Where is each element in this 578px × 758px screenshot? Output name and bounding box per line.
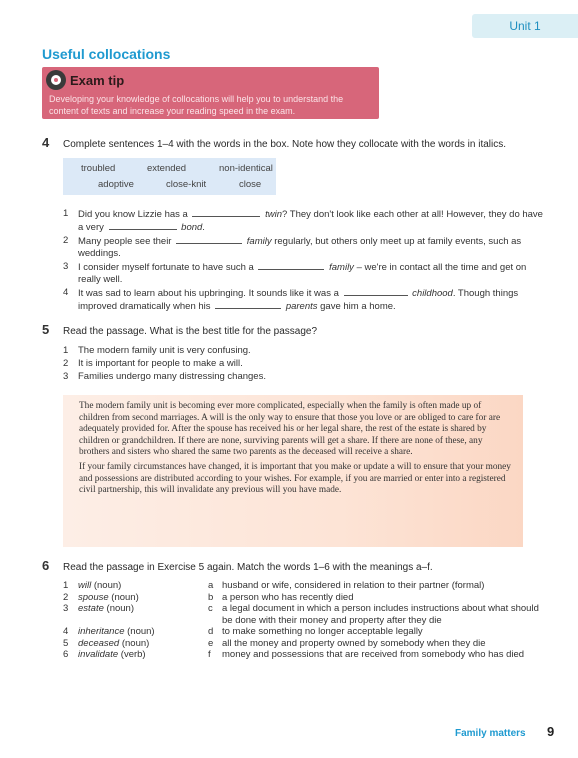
word-box-item: non-identical xyxy=(219,163,273,174)
word-number: 1 xyxy=(63,580,69,591)
word-box-item: extended xyxy=(147,163,187,174)
sentence-text: ? They don't look like each other at all! However, they do have a very xyxy=(78,209,543,233)
word-box-item: troubled xyxy=(81,163,116,174)
option-number: 2 xyxy=(63,358,69,369)
answer-blank[interactable] xyxy=(344,287,408,296)
exercise-5-options xyxy=(63,345,543,384)
sentence-number: 1 xyxy=(63,208,69,219)
answer-blank[interactable] xyxy=(109,221,177,230)
word-number: 6 xyxy=(63,649,69,660)
sentence-number: 2 xyxy=(63,235,69,246)
sentence-text: . xyxy=(202,222,205,233)
meaning-text: money and possessions that are received from somebody who has died xyxy=(222,649,525,660)
word-box xyxy=(63,158,276,195)
sentence-item xyxy=(63,261,543,286)
exercise-5-instruction: Read the passage. What is the best title for the passage? xyxy=(63,326,318,337)
meaning-text: husband or wife, considered in relation to their partner (formal) xyxy=(222,580,485,591)
word-box-item: adoptive xyxy=(98,179,134,190)
part-of-speech: (noun) xyxy=(111,591,139,603)
option-number: 1 xyxy=(63,345,69,356)
meaning-text: a legal document in which a person includes instructions about what should be done with their money and property after they die xyxy=(222,603,539,626)
exercise-4-sentences xyxy=(63,208,543,314)
part-of-speech: (verb) xyxy=(120,649,146,660)
passage-paragraph: The modern family unit is becoming ever more complicated, especially when the family is often made up of children from second marriages. A will is the only way to ensure that those you love or are obliged to care for are adequately provided for. After the spouse has received his or her legal share, the rest of the estate is shared by children or grandchildren. If there are none, surviving parents will get a share. If there are none of these, any brothers and sisters who shared the same two parents as the deceased will receive a share. xyxy=(79,401,501,458)
matching-row xyxy=(63,592,543,604)
sentence-text: regularly, but others only meet up at family events, such as weddings. xyxy=(78,236,522,259)
matching-row xyxy=(63,649,543,661)
exam-tip-title: Exam tip xyxy=(70,72,125,88)
meaning-letter: e xyxy=(208,637,214,649)
match-word: spouse xyxy=(78,591,109,603)
match-word: invalidate xyxy=(78,649,119,660)
collocation-word: family xyxy=(246,236,272,247)
match-word: will xyxy=(78,580,92,591)
option-number: 3 xyxy=(63,371,69,382)
passage-paragraph: If your family circumstances have changed, it is important that you make or update a will to ensure that your money and possessions are distributed according to your wishes. For example, if you are married or enter into a registered civil partnership, this will invalidate any previous will you have made. xyxy=(79,461,511,496)
sentence-text: gave him a home. xyxy=(320,301,396,312)
word-box-item: close-knit xyxy=(166,179,207,190)
meaning-text: a person who has recently died xyxy=(222,591,354,603)
exercise-4-number: 4 xyxy=(42,135,50,150)
page-number: 9 xyxy=(547,724,555,739)
exercise-5-number: 5 xyxy=(42,322,50,337)
part-of-speech: (noun) xyxy=(121,637,150,649)
exercise-4-instruction: Complete sentences 1–4 with the words in the box. Note how they collocate with the words in italics. xyxy=(63,139,507,150)
exercise-6-instruction: Read the passage in Exercise 5 again. Match the words 1–6 with the meanings a–f. xyxy=(63,562,433,573)
meaning-letter: a xyxy=(208,580,214,591)
collocation-word: childhood xyxy=(412,288,453,299)
matching-row xyxy=(63,638,543,650)
word-number: 5 xyxy=(63,637,69,649)
sentence-item xyxy=(63,208,543,234)
collocation-word: family xyxy=(329,262,354,273)
exercise-6-number: 6 xyxy=(42,558,50,573)
reading-passage xyxy=(63,395,523,547)
meaning-text: to make something no longer acceptable legally xyxy=(222,626,423,637)
collocation-word: twin xyxy=(265,209,283,220)
matching-table xyxy=(63,580,543,661)
option-text: Families undergo many distressing changes. xyxy=(78,371,266,382)
meaning-letter: d xyxy=(208,626,214,637)
footer-chapter-title: Family matters xyxy=(455,728,526,739)
sentence-text: . Though things improved dramatically when his xyxy=(78,288,519,312)
answer-blank[interactable] xyxy=(176,235,242,244)
collocation-word: bond xyxy=(181,222,203,233)
option-text: It is important for people to make a will. xyxy=(78,358,243,369)
part-of-speech: (noun) xyxy=(127,626,155,637)
matching-row xyxy=(63,580,543,592)
title-option[interactable] xyxy=(63,371,543,383)
section-title: Useful collocations xyxy=(42,46,171,62)
sentence-number: 3 xyxy=(63,261,69,272)
word-number: 2 xyxy=(63,591,69,603)
meaning-letter: f xyxy=(208,649,211,660)
exam-tip-icon xyxy=(46,70,66,90)
sentence-text: – we're in contact all the time and get on really well. xyxy=(78,262,527,285)
exam-tip-text: Developing your knowledge of collocations will help you to understand the content of texts and increase your reading speed in the exam. xyxy=(49,94,344,116)
collocation-word: parents xyxy=(285,301,318,312)
meaning-letter: c xyxy=(208,603,213,614)
sentence-text: I consider myself fortunate to have such a xyxy=(78,262,254,273)
part-of-speech: (noun) xyxy=(93,580,122,591)
meaning-text: all the money and property owned by somebody when they die xyxy=(222,637,486,649)
answer-blank[interactable] xyxy=(215,300,281,309)
title-option[interactable] xyxy=(63,345,543,357)
meaning-letter: b xyxy=(208,591,214,603)
match-word: estate xyxy=(78,603,104,614)
unit-tab: Unit 1 xyxy=(472,14,578,38)
sentence-item xyxy=(63,287,543,313)
sentence-item xyxy=(63,235,543,260)
sentence-text: It was sad to learn about his upbringing. It sounds like it was a xyxy=(78,288,339,299)
sentence-text: Many people see their xyxy=(78,236,172,247)
word-number: 3 xyxy=(63,603,69,614)
word-number: 4 xyxy=(63,626,69,637)
answer-blank[interactable] xyxy=(192,208,260,217)
word-box-item: close xyxy=(239,179,262,190)
option-text: The modern family unit is very confusing. xyxy=(78,345,251,356)
sentence-text: Did you know Lizzie has a xyxy=(78,209,188,220)
match-word: inheritance xyxy=(78,626,125,637)
part-of-speech: (noun) xyxy=(106,603,134,614)
matching-row xyxy=(63,603,543,626)
matching-row xyxy=(63,626,543,638)
title-option[interactable] xyxy=(63,358,543,370)
sentence-number: 4 xyxy=(63,287,69,298)
exam-tip-box xyxy=(42,67,379,119)
match-word: deceased xyxy=(78,637,120,649)
answer-blank[interactable] xyxy=(258,261,324,270)
